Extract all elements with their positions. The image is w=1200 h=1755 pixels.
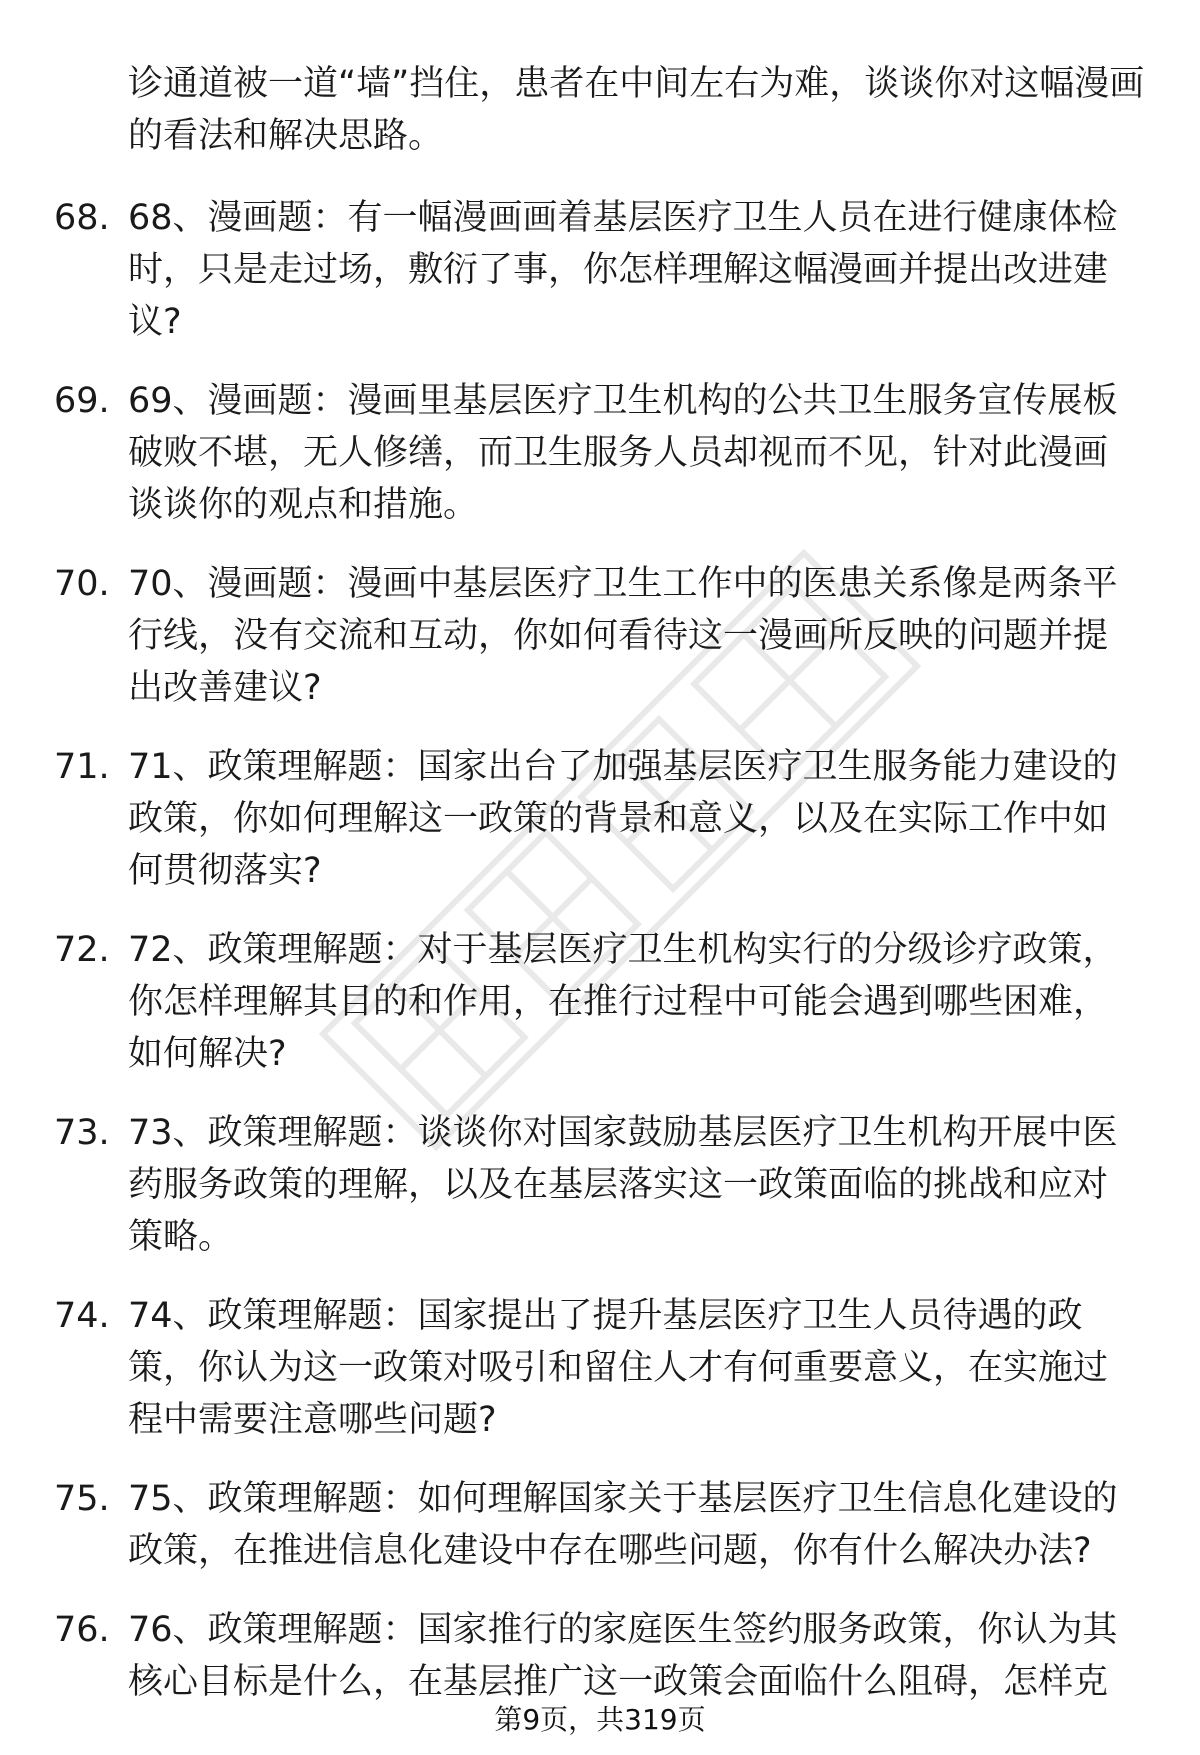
question-number: 75. — [54, 1479, 110, 1519]
question-number: 68. — [54, 198, 110, 238]
page-footer: 第9页，共319页 — [494, 1703, 706, 1736]
list-item — [0, 1290, 1200, 1446]
question-text: 74、政策理解题：国家提出了提升基层医疗卫生人员待遇的政策，你认为这一政策对吸引和留住人才有何重要意义，在实施过程中需要注意哪些问题? — [128, 1296, 1109, 1440]
question-number: 74. — [54, 1296, 110, 1336]
list-item — [0, 1473, 1200, 1577]
question-number: 69. — [54, 381, 110, 421]
question-text: 75、政策理解题：如何理解国家关于基层医疗卫生信息化建设的政策，在推进信息化建设中存在哪些问题，你有什么解决办法? — [128, 1479, 1118, 1571]
question-text: 70、漫画题：漫画中基层医疗卫生工作中的医患关系像是两条平行线，没有交流和互动，你如何看待这一漫画所反映的问题并提出改善建议? — [128, 564, 1118, 708]
question-text: 71、政策理解题：国家出台了加强基层医疗卫生服务能力建设的政策，你如何理解这一政策的背景和意义，以及在实际工作中如何贯彻落实? — [128, 747, 1118, 891]
question-text: 72、政策理解题：对于基层医疗卫生机构实行的分级诊疗政策，你怎样理解其目的和作用，在推行过程中可能会遇到哪些困难，如何解决? — [128, 930, 1118, 1074]
question-number: 72. — [54, 930, 110, 970]
question-text: 76、政策理解题：国家推行的家庭医生签约服务政策，你认为其核心目标是什么，在基层推广这一政策会面临什么阻碍，怎样克 — [128, 1610, 1118, 1702]
list-item — [0, 741, 1200, 897]
list-item — [0, 375, 1200, 531]
list-item — [0, 192, 1200, 348]
list-item — [0, 1107, 1200, 1263]
question-number: 71. — [54, 747, 110, 787]
list-item — [0, 1604, 1200, 1708]
question-text: 68、漫画题：有一幅漫画画着基层医疗卫生人员在进行健康体检时，只是走过场，敷衍了事，你怎样理解这幅漫画并提出改进建议? — [128, 198, 1118, 342]
question-list — [0, 192, 1200, 1735]
question-text: 73、政策理解题：谈谈你对国家鼓励基层医疗卫生机构开展中医药服务政策的理解，以及在基层落实这一政策面临的挑战和应对策略。 — [128, 1113, 1118, 1257]
previous-question-continuation: 诊通道被一道“墙”挡住，患者在中间左右为难，谈谈你对这幅漫画的看法和解决思路。 — [128, 64, 1145, 156]
question-text: 69、漫画题：漫画里基层医疗卫生机构的公共卫生服务宣传展板破败不堪，无人修缮，而卫生服务人员却视而不见，针对此漫画谈谈你的观点和措施。 — [128, 381, 1118, 525]
list-item — [0, 558, 1200, 714]
question-number: 70. — [54, 564, 110, 604]
list-item — [0, 924, 1200, 1080]
question-number: 73. — [54, 1113, 110, 1153]
question-number: 76. — [54, 1610, 110, 1650]
